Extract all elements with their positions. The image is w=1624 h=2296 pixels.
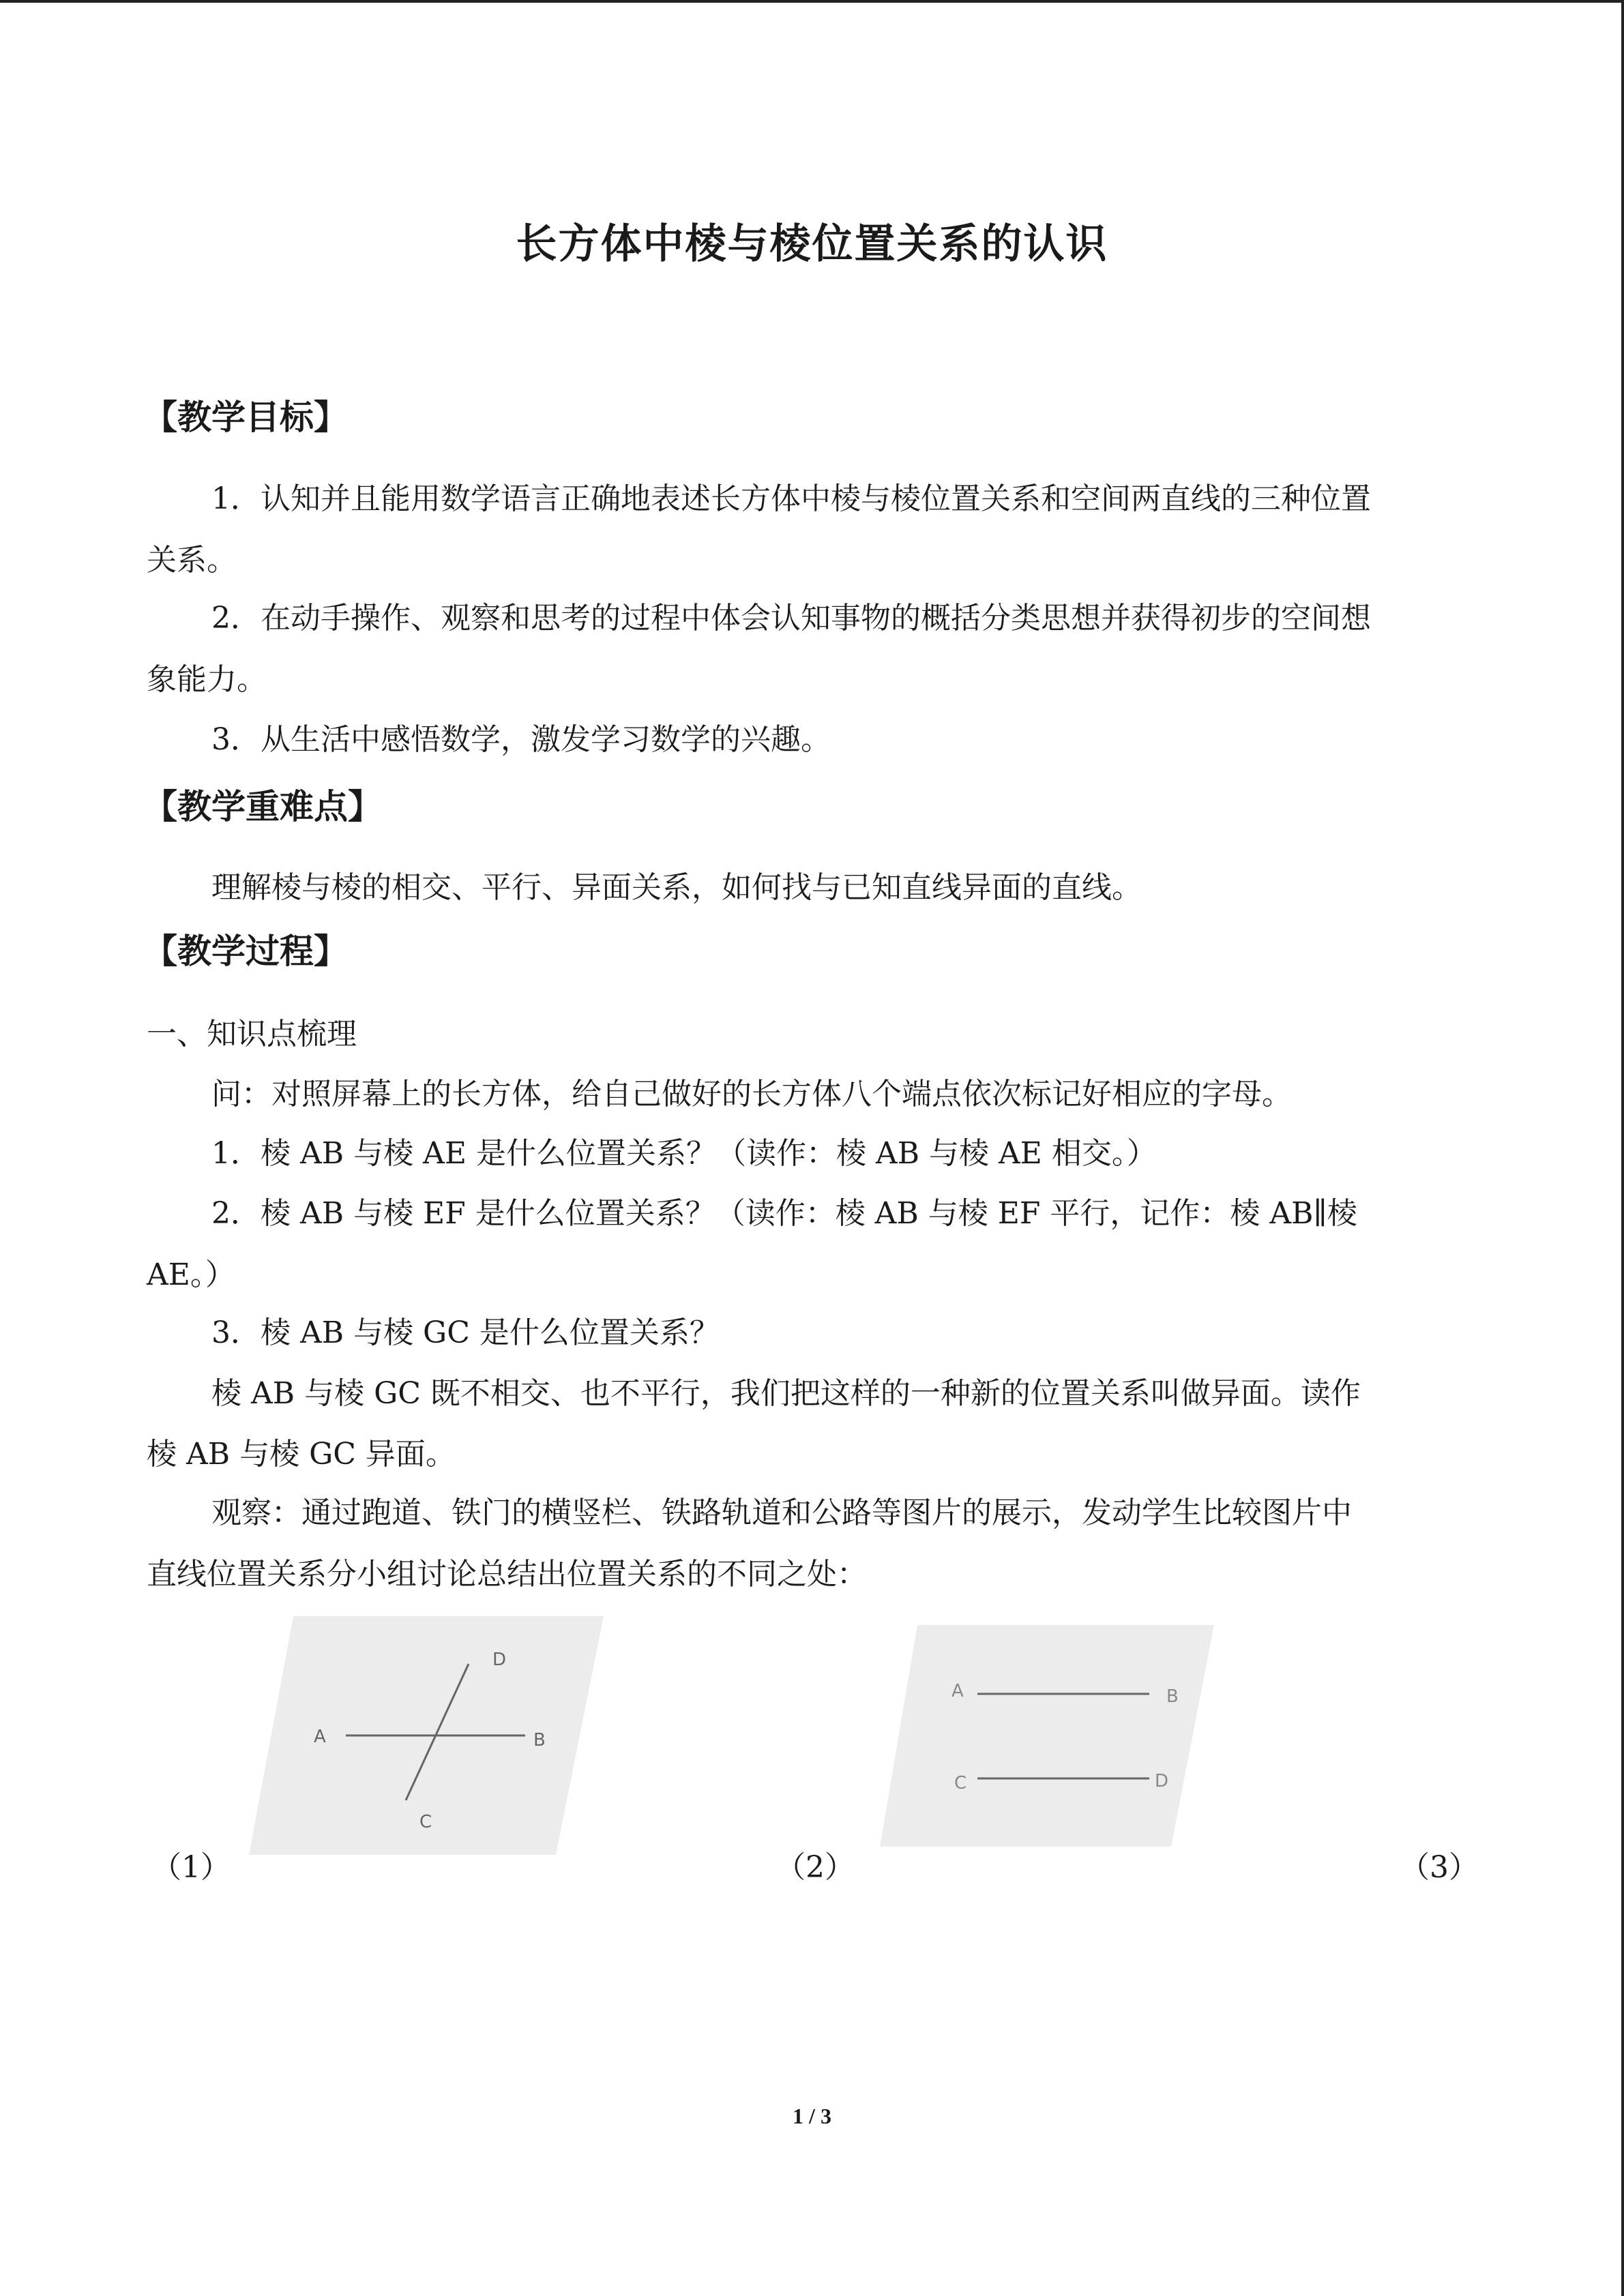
figure-parallel-lines: [876, 1622, 1217, 1851]
point-d-label: D: [492, 1650, 507, 1670]
heading-teaching-process: 【教学过程】: [143, 931, 348, 971]
page-border-right: [1621, 0, 1624, 2296]
plane-shape: [880, 1625, 1214, 1847]
point-b-label: B: [1166, 1686, 1179, 1707]
goal-line-5: 3．从生活中感悟数学，激发学习数学的兴趣。: [211, 722, 831, 757]
document-title: 长方体中棱与棱位置关系的认识: [516, 220, 1108, 268]
process-line-10: 直线位置关系分小组讨论总结出位置关系的不同之处：: [147, 1557, 867, 1592]
process-line-2: 问：对照屏幕上的长方体，给自己做好的长方体八个端点依次标记好相应的字母。: [211, 1077, 1292, 1112]
process-line-8: 棱 AB 与棱 GC 异面。: [147, 1437, 456, 1472]
point-c-label: C: [954, 1773, 967, 1793]
process-line-9: 观察：通过跑道、铁门的横竖栏、铁路轨道和公路等图片的展示，发动学生比较图片中: [211, 1495, 1352, 1530]
goal-line-1: 1．认知并且能用数学语言正确地表述长方体中棱与棱位置关系和空间两直线的三种位置: [211, 481, 1371, 516]
heading-teaching-goals: 【教学目标】: [143, 398, 348, 437]
point-a-label: A: [314, 1727, 326, 1747]
point-b-label: B: [533, 1730, 546, 1750]
point-c-label: C: [419, 1812, 432, 1832]
key-point-line-1: 理解棱与棱的相交、平行、异面关系，如何找与已知直线异面的直线。: [211, 870, 1142, 905]
process-line-4: 2．棱 AB 与棱 EF 是什么位置关系？（读作：棱 AB 与棱 EF 平行，记作：棱 AB∥棱: [211, 1196, 1357, 1231]
figure-3-label: （3）: [1400, 1850, 1479, 1885]
figure-2-label: （2）: [776, 1850, 855, 1885]
point-d-label: D: [1155, 1771, 1169, 1791]
process-line-5: AE。）: [147, 1257, 235, 1292]
heading-key-points: 【教学重难点】: [143, 787, 382, 826]
page-number: 1 / 3: [793, 2104, 831, 2128]
page-border-top: [0, 0, 1624, 3]
point-a-label: A: [951, 1681, 964, 1701]
goal-line-2: 关系。: [147, 543, 237, 578]
process-line-6: 3．棱 AB 与棱 GC 是什么位置关系？: [211, 1315, 720, 1350]
figure-intersecting-lines: [246, 1613, 614, 1858]
goal-line-3: 2．在动手操作、观察和思考的过程中体会认知事物的概括分类思想并获得初步的空间想: [211, 601, 1371, 636]
goal-line-4: 象能力。: [147, 662, 267, 697]
process-line-3: 1．棱 AB 与棱 AE 是什么位置关系？（读作：棱 AB 与棱 AE 相交。）: [211, 1136, 1157, 1171]
figure-1-label: （1）: [151, 1850, 231, 1885]
process-line-7: 棱 AB 与棱 GC 既不相交、也不平行，我们把这样的一种新的位置关系叫做异面。读作: [211, 1376, 1361, 1411]
process-line-1: 一、知识点梳理: [147, 1017, 357, 1052]
